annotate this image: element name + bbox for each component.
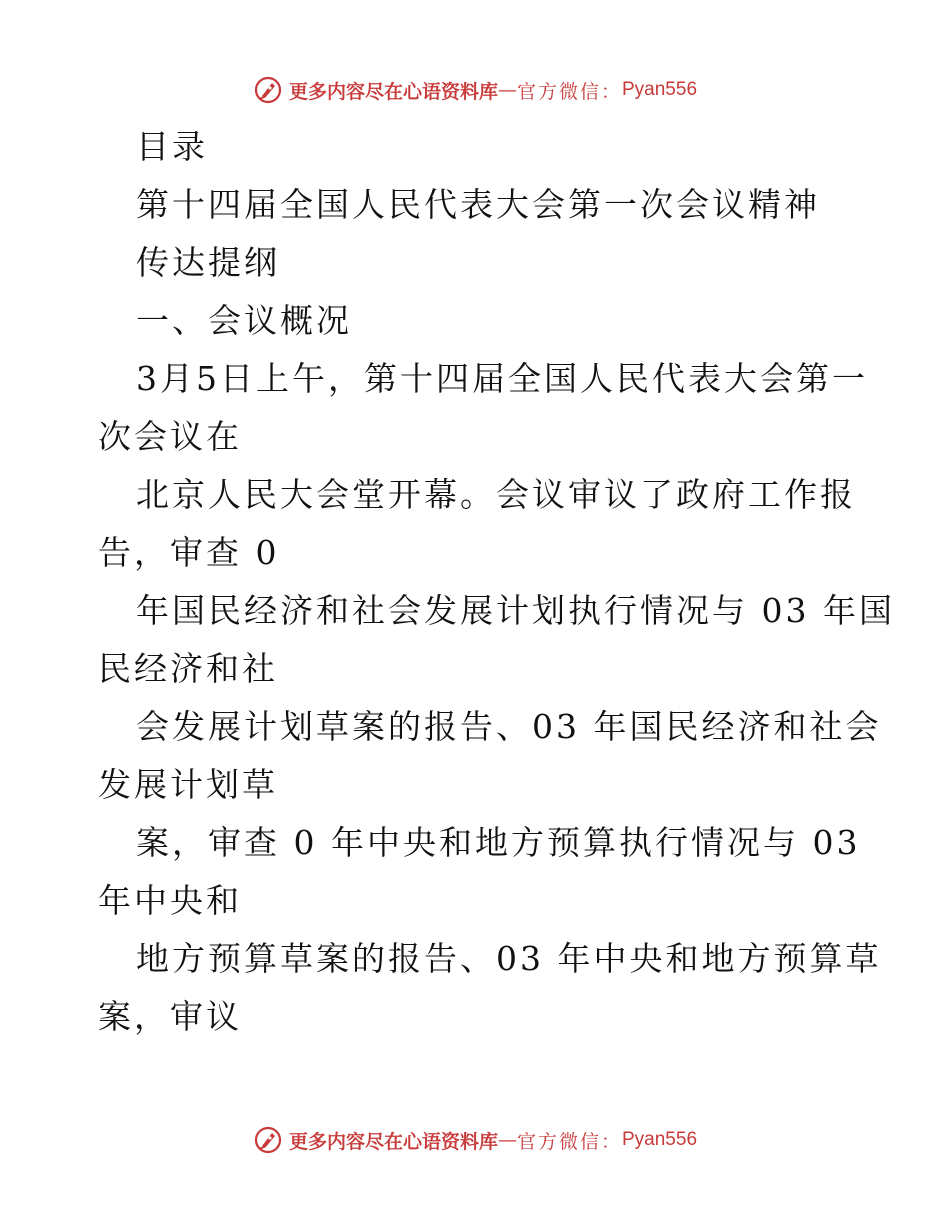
paragraph-line: 年国民经济和社会发展计划执行情况与 03 年国 bbox=[136, 591, 895, 630]
header-wechat-label: 官方微信： bbox=[516, 80, 622, 103]
header-banner-separator: — bbox=[497, 79, 517, 101]
header-banner bbox=[0, 70, 950, 110]
document-body bbox=[98, 118, 895, 1046]
footer-wechat-label: 官方微信： bbox=[516, 1130, 622, 1153]
section-heading: 一、会议概况 bbox=[136, 301, 352, 340]
pen-nib-logo-icon bbox=[253, 75, 283, 105]
footer-banner-separator: — bbox=[497, 1129, 517, 1151]
paragraph-line: 案，审议 bbox=[98, 997, 242, 1036]
paragraph-line: 告，审查 0 bbox=[98, 533, 280, 572]
paragraph-line: 会发展计划草案的报告、03 年国民经济和社会 bbox=[136, 707, 882, 746]
toc-heading: 目录 bbox=[136, 127, 208, 166]
paragraph-line: 北京人民大会堂开幕。会议审议了政府工作报 bbox=[136, 475, 856, 514]
paragraph-line: 年中央和 bbox=[98, 881, 242, 920]
pen-nib-logo-icon bbox=[253, 1125, 283, 1155]
document-title-line-1: 第十四届全国人民代表大会第一次会议精神 bbox=[136, 185, 820, 224]
paragraph-line: 地方预算草案的报告、03 年中央和地方预算草 bbox=[136, 939, 882, 978]
paragraph-line: 次会议在 bbox=[98, 417, 242, 456]
paragraph-line: 案，审查 0 年中央和地方预算执行情况与 03 bbox=[136, 823, 861, 862]
header-wechat-id: Pyan556 bbox=[622, 79, 698, 100]
header-banner-text: 更多内容尽在心语资料库 bbox=[288, 80, 498, 103]
footer-wechat-id: Pyan556 bbox=[622, 1129, 698, 1150]
paragraph-line: 发展计划草 bbox=[98, 765, 278, 804]
document-title-line-2: 传达提纲 bbox=[136, 243, 280, 282]
paragraph-line: 3月5日上午，第十四届全国人民代表大会第一 bbox=[136, 359, 868, 398]
footer-banner-text: 更多内容尽在心语资料库 bbox=[288, 1130, 498, 1153]
paragraph-line: 民经济和社 bbox=[98, 649, 278, 688]
footer-banner bbox=[0, 1120, 950, 1160]
